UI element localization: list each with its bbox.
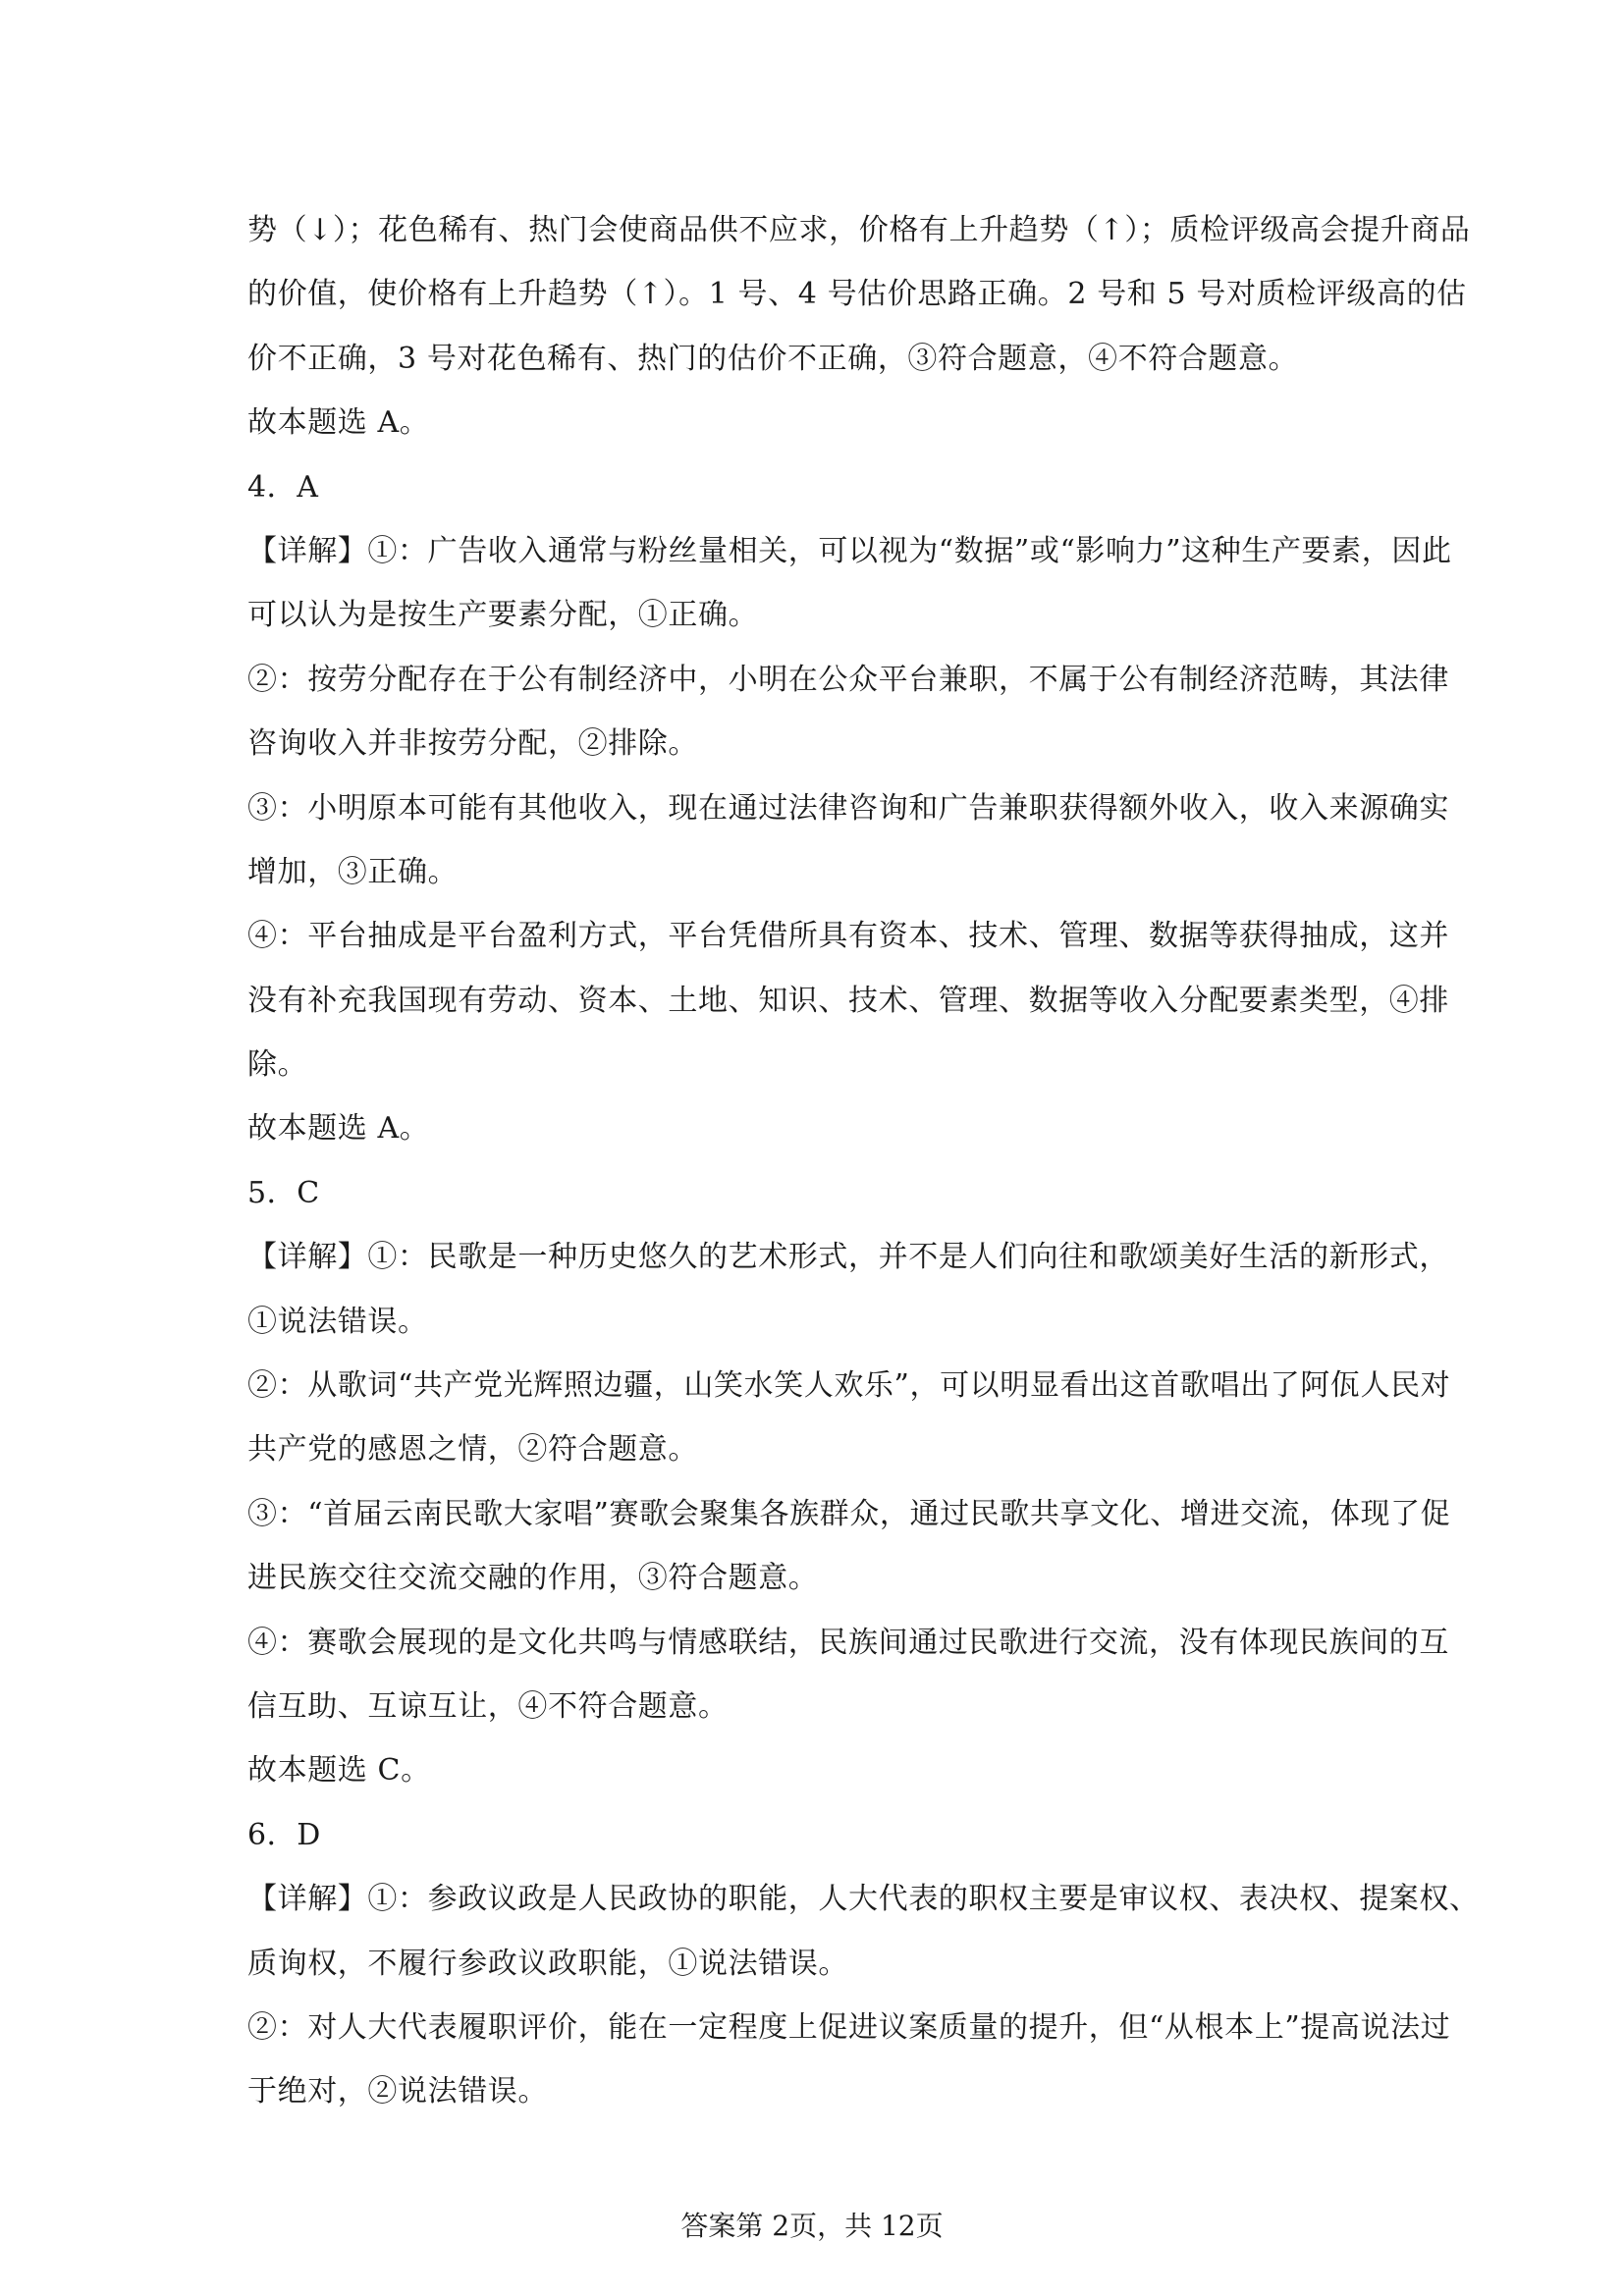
text-line: ②：对人大代表履职评价，能在一定程度上促进议案质量的提升，但“从根本上”提高说法过 (247, 2009, 1451, 2045)
text-line: ①说法错误。 (247, 1304, 428, 1339)
question-number: 4．A (247, 469, 319, 505)
text-line: 咨询收入并非按劳分配，②排除。 (247, 726, 698, 762)
question-number: 6．D (247, 1817, 321, 1852)
text-line: 【详解】①：广告收入通常与粉丝量相关，可以视为“数据”或“影响力”这种生产要素，因此 (247, 533, 1452, 568)
text-line: 价不正确，3 号对花色稀有、热门的估价不正确，③符合题意，④不符合题意。 (247, 341, 1299, 376)
text-line: 可以认为是按生产要素分配，①正确。 (247, 598, 759, 633)
text-line: 除。 (247, 1047, 308, 1083)
text-line: ②：从歌词“共产党光辉照边疆，山笑水笑人欢乐”，可以明显看出这首歌唱出了阿佤人民对 (247, 1368, 1451, 1404)
text-line: ③：“首届云南民歌大家唱”赛歌会聚集各族群众，通过民歌共享文化、增进交流，体现了促 (247, 1496, 1451, 1531)
text-line: 质询权，不履行参政议政职能，①说法错误。 (247, 1946, 848, 1981)
text-line: 信互助、互谅互让，④不符合题意。 (247, 1688, 729, 1724)
text-line: 【详解】①：民歌是一种历史悠久的艺术形式，并不是人们向往和歌颂美好生活的新形式， (247, 1240, 1449, 1275)
text-line: 增加，③正确。 (247, 854, 459, 889)
text-line: 共产党的感恩之情，②符合题意。 (247, 1432, 698, 1468)
text-line: ③：小明原本可能有其他收入，现在通过法律咨询和广告兼职获得额外收入，收入来源确实 (247, 790, 1449, 826)
question-number: 5．C (247, 1175, 320, 1210)
text-line: ④：赛歌会展现的是文化共鸣与情感联结，民族间通过民歌进行交流，没有体现民族间的互 (247, 1625, 1449, 1660)
text-line: 于绝对，②说法错误。 (247, 2074, 548, 2109)
text-line: 故本题选 A。 (247, 405, 430, 441)
text-line: 没有补充我国现有劳动、资本、土地、知识、技术、管理、数据等收入分配要素类型，④排 (247, 983, 1449, 1018)
text-line: 【详解】①：参政议政是人民政协的职能，人大代表的职权主要是审议权、表决权、提案权、 (247, 1882, 1480, 1917)
text-line: ④：平台抽成是平台盈利方式，平台凭借所具有资本、技术、管理、数据等获得抽成，这并 (247, 919, 1449, 954)
text-line: 进民族交往交流交融的作用，③符合题意。 (247, 1561, 819, 1596)
text-line: 故本题选 C。 (247, 1753, 431, 1789)
text-line: 的价值，使价格有上升趋势（↑）。1 号、4 号估价思路正确。2 号和 5 号对质检评级高的估 (247, 277, 1467, 312)
text-line: ②：按劳分配存在于公有制经济中，小明在公众平台兼职，不属于公有制经济范畴，其法律 (247, 662, 1449, 697)
text-line: 势（↓）；花色稀有、热门会使商品供不应求，价格有上升趋势（↑）；质检评级高会提升商品 (247, 213, 1471, 247)
page-footer: 答案第 2页，共 12页 (680, 2210, 944, 2242)
text-line: 故本题选 A。 (247, 1111, 430, 1147)
answer-text (247, 198, 1480, 2124)
